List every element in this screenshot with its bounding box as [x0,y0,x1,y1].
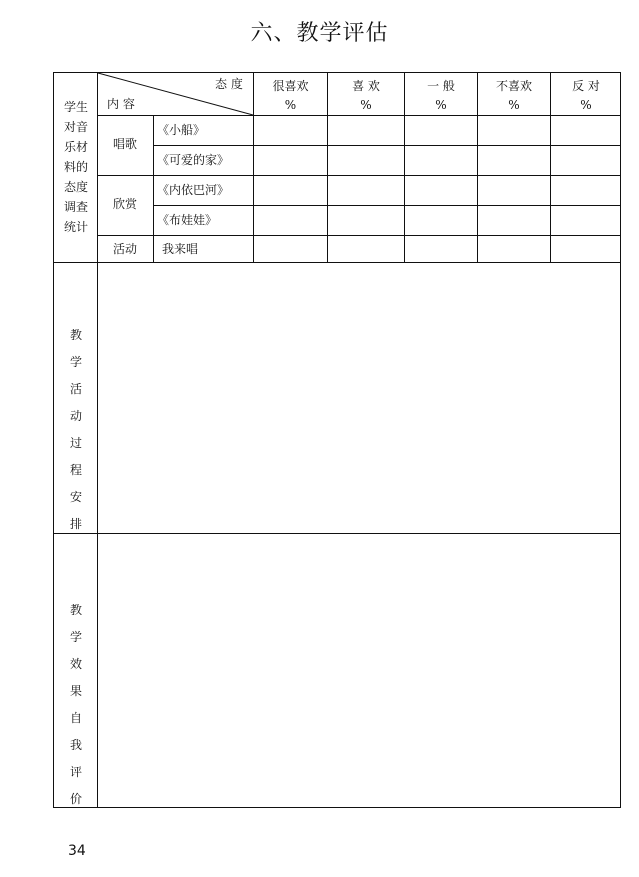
page-number: 34 [68,843,86,859]
category-label: 唱歌 [113,137,138,151]
page-title: 六、教学评估 [250,21,389,46]
item-label: 《小船》 [157,123,206,137]
evaluation-writing-area[interactable] [98,534,620,806]
column-header: 喜 欢 % [352,79,380,112]
category-label: 活动 [113,242,138,256]
category-label: 欣赏 [113,197,138,211]
survey-side-label: 学生 对音 乐材 料的 态度 调查 统计 [63,100,88,234]
item-label: 《布娃娃》 [157,213,218,227]
item-label: 《内依巴河》 [157,183,230,197]
evaluation-section-label: 教学效果自我评价 [69,603,82,806]
header-content-label: 内 容 [107,97,135,111]
column-header: 很喜欢 % [272,79,309,112]
header-attitude-label: 态 度 [215,77,243,91]
item-label: 我来唱 [162,242,199,256]
column-header: 反 对 % [572,79,600,112]
activity-writing-area[interactable] [98,263,620,532]
column-header: 不喜欢 % [495,79,532,112]
item-label: 《可爱的家》 [157,153,230,167]
activity-section-label: 教学活动过程安排 [69,328,82,531]
column-header: 一 般 % [427,79,455,112]
